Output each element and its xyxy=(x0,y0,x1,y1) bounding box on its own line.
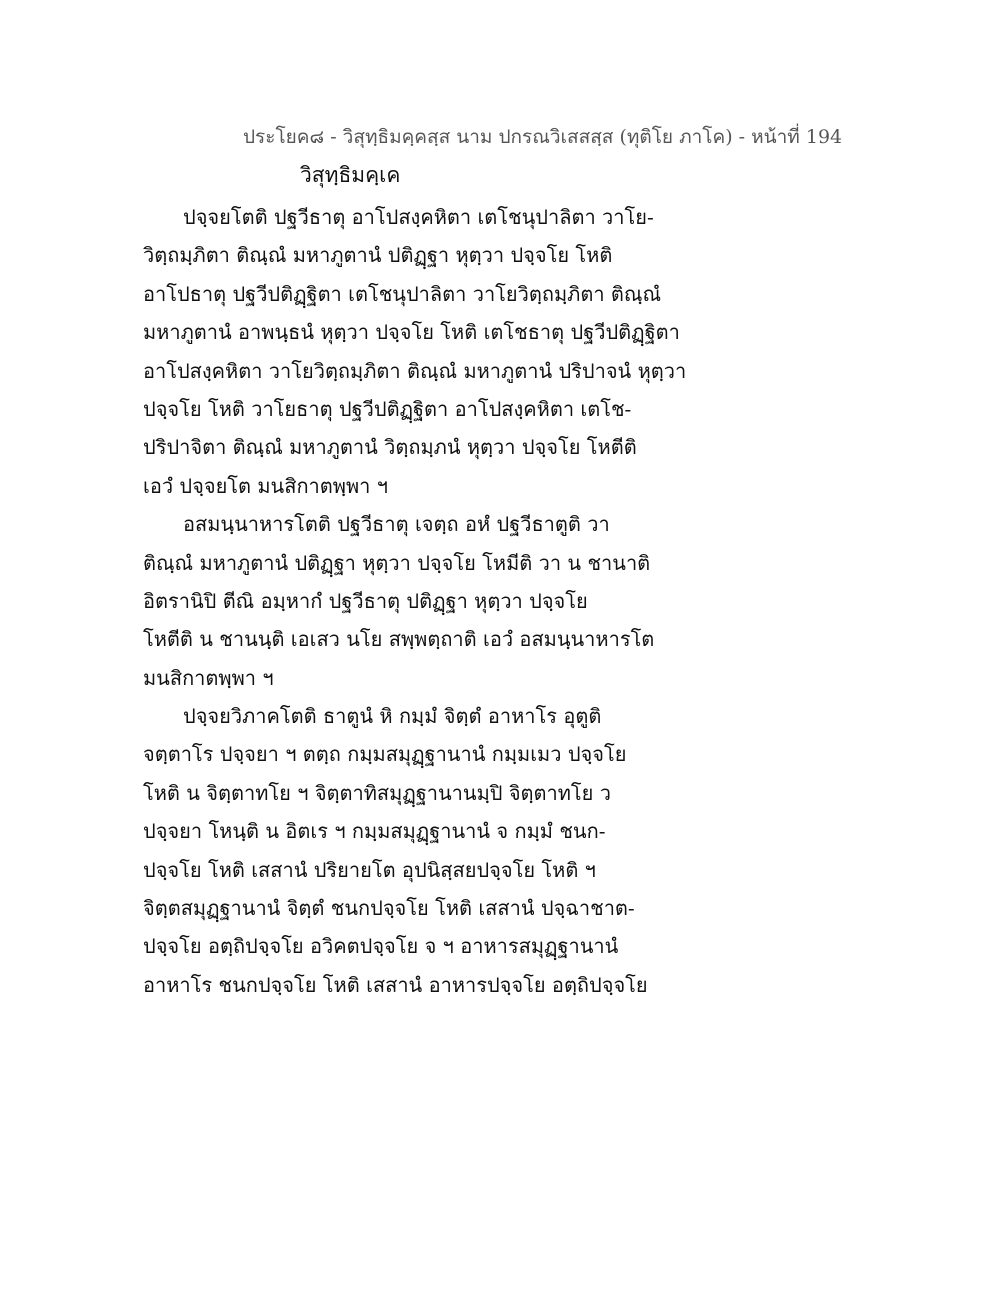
text-line: มนสิกาตพฺพา ฯ xyxy=(143,665,274,690)
running-header: ประโยค๘ - วิสุทฺธิมคฺคสฺส นาม ปกรณวิเสสสฺส (ทุติโย ภาโค) - หน้าที่ 194 xyxy=(243,126,843,148)
text-line: อาหาโร ชนกปจฺจโย โหติ เสสานํ อาหารปจฺจโย อตฺถิปจฺจโย xyxy=(143,972,648,997)
text-line: อสมนฺนาหารโตติ ปฐวีธาตุ เจตฺถ อหํ ปฐวีธาตูติ วา xyxy=(183,512,610,537)
text-line: ปจฺจยา โหนฺติ น อิตเร ฯ กมฺมสมุฏฺฐานานํ จ กมฺมํ ชนก- xyxy=(143,819,606,844)
text-line: จิตฺตสมุฏฺฐานานํ จิตฺตํ ชนกปจฺจโย โหติ เสสานํ ปจฺฉาชาต- xyxy=(143,896,635,921)
text-line: อาโปสงฺคหิตา วาโยวิตฺถมฺภิตา ติณฺณํ มหาภูตานํ ปริปาจนํ หุตฺวา xyxy=(143,358,687,383)
text-line: ปจฺจยวิภาคโตติ ธาตูนํ หิ กมฺมํ จิตฺตํ อาหาโร อุตูติ xyxy=(183,704,602,729)
text-line: ปจฺจโย โหติ วาโยธาตุ ปฐวีปติฏฺฐิตา อาโปสงฺคหิตา เตโช- xyxy=(143,396,632,421)
book-title: วิสุทฺธิมคฺเค xyxy=(300,163,401,187)
text-line: มหาภูตานํ อาพนฺธนํ หุตฺวา ปจฺจโย โหติ เตโชธาตุ ปฐวีปติฏฺฐิตา xyxy=(143,320,680,345)
text-line: อาโปธาตุ ปฐวีปติฏฺฐิตา เตโชนุปาลิตา วาโยวิตฺถมฺภิตา ติณฺณํ xyxy=(143,281,662,306)
text-line: ปจฺจยโตติ ปฐวีธาตุ อาโปสงฺคหิตา เตโชนุปาลิตา วาโย- xyxy=(183,205,654,229)
text-line: อิตรานิปิ ตีณิ อมฺหากํ ปฐวีธาตุ ปติฏฺฐา หุตฺวา ปจฺจโย xyxy=(143,588,588,613)
text-line: วิตฺถมฺภิตา ติณฺณํ มหาภูตานํ ปติฏฺฐา หุตฺวา ปจฺจโย โหติ xyxy=(143,243,613,268)
text-line: ปริปาจิตา ติณฺณํ มหาภูตานํ วิตฺถมฺภนํ หุตฺวา ปจฺจโย โหตีติ xyxy=(143,435,637,460)
text-line: โหตีติ น ชานนฺติ เอเสว นโย สพฺพตฺถาติ เอวํ อสมนฺนาหารโต xyxy=(143,627,655,652)
text-line: ปจฺจโย อตฺถิปจฺจโย อวิคตปจฺจโย จ ฯ อาหารสมุฏฺฐานานํ xyxy=(143,934,619,959)
text-line: โหติ น จิตฺตาทโย ฯ จิตฺตาทิสมุฏฺฐานานมฺปิ จิตฺตาทโย ว xyxy=(143,780,611,805)
text-line: เอวํ ปจฺจยโต มนสิกาตพฺพา ฯ xyxy=(143,473,388,498)
text-line: ปจฺจโย โหติ เสสานํ ปริยายโต อุปนิสฺสยปจฺจโย โหติ ฯ xyxy=(143,857,596,882)
body-text xyxy=(143,198,703,1004)
text-line: จตฺตาโร ปจฺจยา ฯ ตตฺถ กมฺมสมุฏฺฐานานํ กมฺมเมว ปจฺจโย xyxy=(143,742,627,767)
text-line: ติณฺณํ มหาภูตานํ ปติฏฺฐา หุตฺวา ปจฺจโย โหมีติ วา น ชานาติ xyxy=(143,550,651,575)
